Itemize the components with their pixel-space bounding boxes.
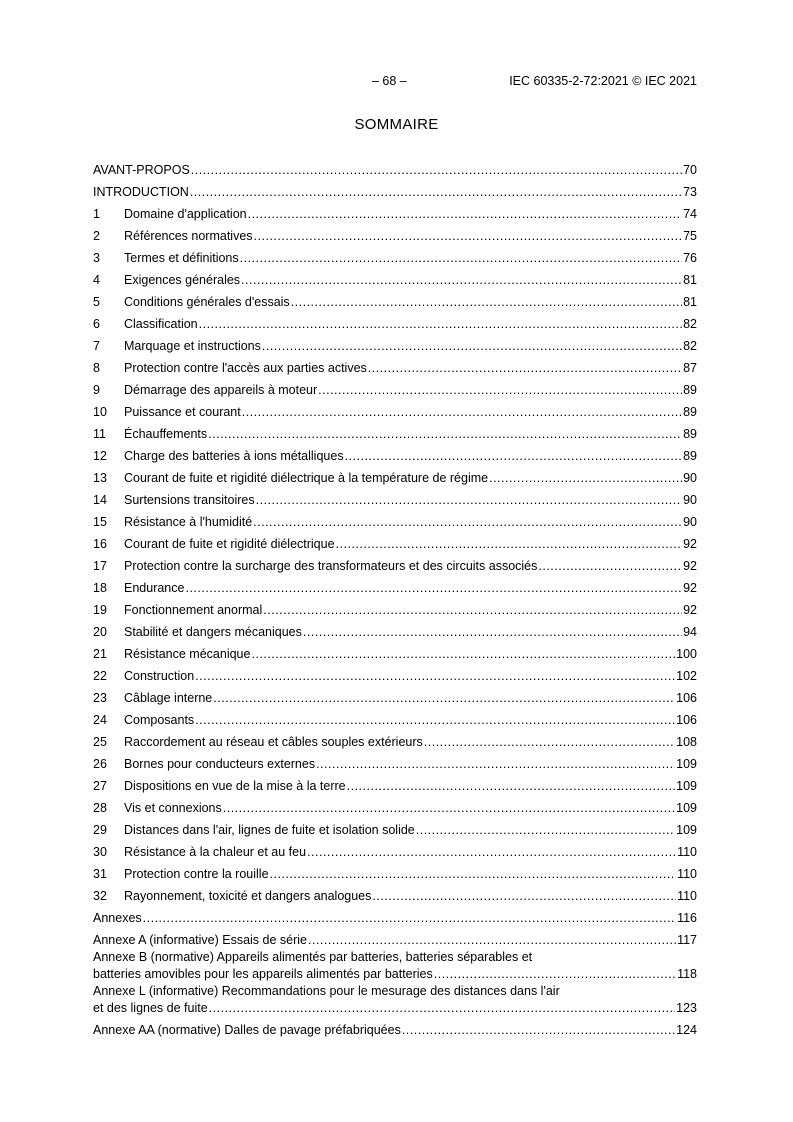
toc-entry-page: 108 (676, 735, 697, 749)
toc-entry-page: 87 (683, 361, 697, 375)
toc-entry-label: Surtensions transitoires (124, 493, 255, 507)
toc-entry-label: Références normatives (124, 229, 253, 243)
toc-entry-number: 14 (93, 493, 107, 507)
dot-leader (253, 513, 682, 531)
toc-entry-label: Endurance (124, 581, 185, 595)
toc-entry[interactable] (93, 597, 697, 619)
toc-entry[interactable] (93, 223, 697, 245)
toc-entry-label: Bornes pour conducteurs externes (124, 757, 316, 771)
toc-entry-page: 117 (677, 933, 697, 947)
toc-entry-label: Marquage et instructions (124, 339, 261, 353)
toc-entry-number: 1 (93, 207, 100, 221)
toc-entry-label: Composants (124, 713, 195, 727)
toc-entry[interactable] (93, 157, 697, 179)
toc-entry-page: 123 (676, 1001, 697, 1015)
toc-entry-label: Termes et définitions (124, 251, 239, 265)
dot-leader (316, 755, 675, 773)
dot-leader (303, 623, 682, 641)
dot-leader (208, 425, 682, 443)
toc-entry-number: 17 (93, 559, 107, 573)
dot-leader (209, 1000, 675, 1017)
toc-entry-number: 2 (93, 229, 100, 243)
dot-leader (424, 733, 675, 751)
toc-entry-number: 12 (93, 449, 107, 463)
dot-leader (345, 447, 683, 465)
table-of-contents (93, 157, 697, 1039)
dot-leader (256, 491, 682, 509)
toc-entry-label: Protection contre la rouille (124, 867, 269, 881)
toc-entry-label: AVANT-PROPOS (93, 163, 190, 177)
toc-entry-number: 16 (93, 537, 107, 551)
toc-entry[interactable] (93, 355, 697, 377)
dot-leader (248, 205, 682, 223)
toc-entry-number: 20 (93, 625, 107, 639)
toc-entry[interactable] (93, 443, 697, 465)
toc-entry[interactable] (93, 575, 697, 597)
toc-entry-page: 92 (683, 559, 697, 573)
toc-entry-label: Puissance et courant (124, 405, 241, 419)
toc-entry-page: 82 (683, 339, 697, 353)
dot-leader (291, 293, 682, 311)
page-title: SOMMAIRE (354, 116, 439, 133)
toc-entry-number: 19 (93, 603, 107, 617)
toc-entry[interactable] (93, 663, 697, 685)
toc-entry-number: 6 (93, 317, 100, 331)
toc-entry[interactable] (93, 399, 697, 421)
dot-leader (263, 601, 682, 619)
toc-entry[interactable] (93, 465, 697, 487)
dot-leader (195, 667, 675, 685)
toc-entry-label: Stabilité et dangers mécaniques (124, 625, 302, 639)
toc-entry-number: 27 (93, 779, 107, 793)
dot-leader (195, 711, 675, 729)
toc-entry-number: 11 (93, 427, 106, 441)
page-header (0, 74, 793, 94)
dot-leader (434, 966, 676, 983)
dot-leader (262, 337, 682, 355)
toc-entry-number: 5 (93, 295, 100, 309)
dot-leader (223, 799, 675, 817)
toc-entry-page: 118 (677, 967, 697, 981)
dot-leader (416, 821, 675, 839)
toc-entry-number: 8 (93, 361, 100, 375)
toc-entry-number: 32 (93, 889, 107, 903)
toc-entry[interactable] (93, 839, 697, 861)
toc-entry-number: 28 (93, 801, 107, 815)
toc-entry-page: 116 (677, 911, 697, 925)
toc-entry[interactable] (93, 685, 697, 707)
toc-entry-label: batteries amovibles pour les appareils alimentés par batteries (93, 967, 433, 981)
toc-entry[interactable] (93, 905, 697, 927)
toc-entry-page: 109 (676, 823, 697, 837)
toc-entry[interactable] (93, 861, 697, 883)
toc-entry-number: 13 (93, 471, 107, 485)
toc-entry-page: 92 (683, 581, 697, 595)
document-reference: IEC 60335-2-72:2021 © IEC 2021 (509, 74, 697, 88)
toc-entry-label: Annexe A (informative) Essais de série (93, 933, 307, 947)
dot-leader (185, 579, 682, 597)
toc-entry-label: et des lignes de fuite (93, 1001, 208, 1015)
toc-entry-number: 4 (93, 273, 100, 287)
toc-entry-label: Échauffements (124, 427, 208, 441)
dot-leader (143, 909, 676, 927)
toc-entry-number: 29 (93, 823, 107, 837)
toc-entry-number: 31 (93, 867, 107, 881)
toc-entry[interactable] (93, 245, 697, 267)
toc-entry-label: Annexe L (informative) Recommandations pour le mesurage des distances dans l'air (93, 984, 560, 998)
toc-entry-number: 18 (93, 581, 107, 595)
dot-leader (213, 689, 675, 707)
toc-entry-annex-l[interactable] (93, 983, 697, 1017)
dot-leader (308, 931, 676, 949)
toc-entry-page: 109 (676, 779, 697, 793)
dot-leader (242, 403, 682, 421)
toc-entry[interactable] (93, 619, 697, 641)
toc-entry-label: INTRODUCTION (93, 185, 189, 199)
toc-entry-page: 76 (683, 251, 697, 265)
toc-entry-label: Protection contre la surcharge des transformateurs et des circuits associés (124, 559, 538, 573)
dot-leader (240, 249, 682, 267)
toc-entry[interactable] (93, 707, 697, 729)
toc-entry-page: 109 (676, 801, 697, 815)
toc-entry-number: 24 (93, 713, 107, 727)
toc-entry[interactable] (93, 817, 697, 839)
toc-entry[interactable] (93, 729, 697, 751)
toc-entry-number: 26 (93, 757, 107, 771)
dot-leader (307, 843, 676, 861)
toc-entry[interactable] (93, 201, 697, 223)
toc-entry-number: 10 (93, 405, 107, 419)
toc-entry-number: 3 (93, 251, 100, 265)
toc-entry[interactable] (93, 553, 697, 575)
toc-entry-label: Vis et connexions (124, 801, 222, 815)
toc-entry-number: 30 (93, 845, 107, 859)
toc-entry-number: 25 (93, 735, 107, 749)
dot-leader (372, 887, 676, 905)
toc-entry[interactable] (93, 509, 697, 531)
toc-entry-page: 73 (683, 185, 697, 199)
toc-entry[interactable] (93, 179, 697, 201)
toc-entry-number: 15 (93, 515, 107, 529)
toc-entry-label: Construction (124, 669, 195, 683)
toc-entry-label: Charge des batteries à ions métalliques (124, 449, 344, 463)
toc-entry[interactable] (93, 311, 697, 333)
toc-entry-label: Conditions générales d'essais (124, 295, 290, 309)
toc-entry-label: Protection contre l'accès aux parties actives (124, 361, 367, 375)
toc-entry-label: Exigences générales (124, 273, 241, 287)
toc-entry-number: 21 (93, 647, 107, 661)
toc-entry-page: 90 (683, 471, 697, 485)
toc-entry-page: 110 (677, 867, 697, 881)
toc-entry-page: 90 (683, 515, 697, 529)
toc-entry-page: 74 (683, 207, 697, 221)
toc-entry-label: Câblage interne (124, 691, 213, 705)
toc-entry-page: 124 (676, 1023, 697, 1037)
toc-entry-page: 82 (683, 317, 697, 331)
toc-entry-page: 90 (683, 493, 697, 507)
toc-entry-label: Annexe B (normative) Appareils alimentés par batteries, batteries séparables et (93, 950, 533, 964)
toc-entry-page: 92 (683, 537, 697, 551)
dot-leader (368, 359, 682, 377)
dot-leader (270, 865, 677, 883)
toc-entry-label: Résistance à l'humidité (124, 515, 253, 529)
toc-entry[interactable] (93, 927, 697, 949)
toc-entry-page: 102 (676, 669, 697, 683)
dot-leader (254, 227, 683, 245)
dot-leader (347, 777, 676, 795)
dot-leader (190, 183, 682, 201)
toc-entry-page: 75 (683, 229, 697, 243)
toc-entry[interactable] (93, 773, 697, 795)
toc-entry-page: 92 (683, 603, 697, 617)
toc-entry-label: Résistance à la chaleur et au feu (124, 845, 307, 859)
dot-leader (489, 469, 682, 487)
toc-entry-page: 94 (683, 625, 697, 639)
toc-entry-label: Distances dans l'air, lignes de fuite et isolation solide (124, 823, 415, 837)
toc-entry-label: Annexes (93, 911, 142, 925)
toc-entry-label: Démarrage des appareils à moteur (124, 383, 318, 397)
toc-entry-label: Raccordement au réseau et câbles souples extérieurs (124, 735, 423, 749)
dot-leader (199, 315, 682, 333)
toc-entry-label: Dispositions en vue de la mise à la terre (124, 779, 346, 793)
toc-entry-page: 106 (676, 713, 697, 727)
toc-entry[interactable] (93, 421, 697, 443)
toc-entry-label: Classification (124, 317, 198, 331)
dot-leader (251, 645, 675, 663)
toc-entry[interactable] (93, 289, 697, 311)
toc-entry-label: Résistance mécanique (124, 647, 251, 661)
toc-entry[interactable] (93, 531, 697, 553)
dot-leader (336, 535, 683, 553)
toc-entry-number: 7 (93, 339, 100, 353)
toc-entry[interactable] (93, 641, 697, 663)
toc-entry-page: 89 (683, 405, 697, 419)
page-number: – 68 – (372, 74, 407, 88)
toc-entry[interactable] (93, 487, 697, 509)
toc-entry-label: Courant de fuite et rigidité diélectrique (124, 537, 335, 551)
toc-entry-number: 9 (93, 383, 100, 397)
toc-entry-label: Annexe AA (normative) Dalles de pavage préfabriquées (93, 1023, 401, 1037)
dot-leader (538, 557, 682, 575)
toc-entry-page: 109 (676, 757, 697, 771)
toc-entry-label: Fonctionnement anormal (124, 603, 263, 617)
toc-entry-page: 89 (683, 427, 697, 441)
toc-entry[interactable] (93, 333, 697, 355)
toc-entry-number: 22 (93, 669, 107, 683)
toc-entry-page: 106 (676, 691, 697, 705)
dot-leader (241, 271, 682, 289)
toc-entry-page: 89 (683, 383, 697, 397)
toc-entry-page: 81 (683, 295, 697, 309)
toc-entry[interactable] (93, 377, 697, 399)
toc-entry-page: 81 (683, 273, 697, 287)
toc-entry[interactable] (93, 795, 697, 817)
toc-entry-page: 70 (683, 163, 697, 177)
toc-entry-annex-b[interactable] (93, 949, 697, 983)
toc-entry[interactable] (93, 267, 697, 289)
toc-entry[interactable] (93, 883, 697, 905)
toc-entry-label: Domaine d'application (124, 207, 247, 221)
toc-entry-number: 23 (93, 691, 107, 705)
dot-leader (402, 1021, 675, 1039)
dot-leader (191, 161, 682, 179)
toc-entry[interactable] (93, 751, 697, 773)
toc-entry-page: 110 (677, 845, 697, 859)
toc-entry-label: Courant de fuite et rigidité diélectrique à la température de régime (124, 471, 489, 485)
dot-leader (318, 381, 682, 399)
toc-entry-annex-aa[interactable] (93, 1017, 697, 1039)
toc-entry-page: 110 (677, 889, 697, 903)
toc-entry-page: 89 (683, 449, 697, 463)
toc-entry-label: Rayonnement, toxicité et dangers analogues (124, 889, 372, 903)
toc-entry-page: 100 (676, 647, 697, 661)
